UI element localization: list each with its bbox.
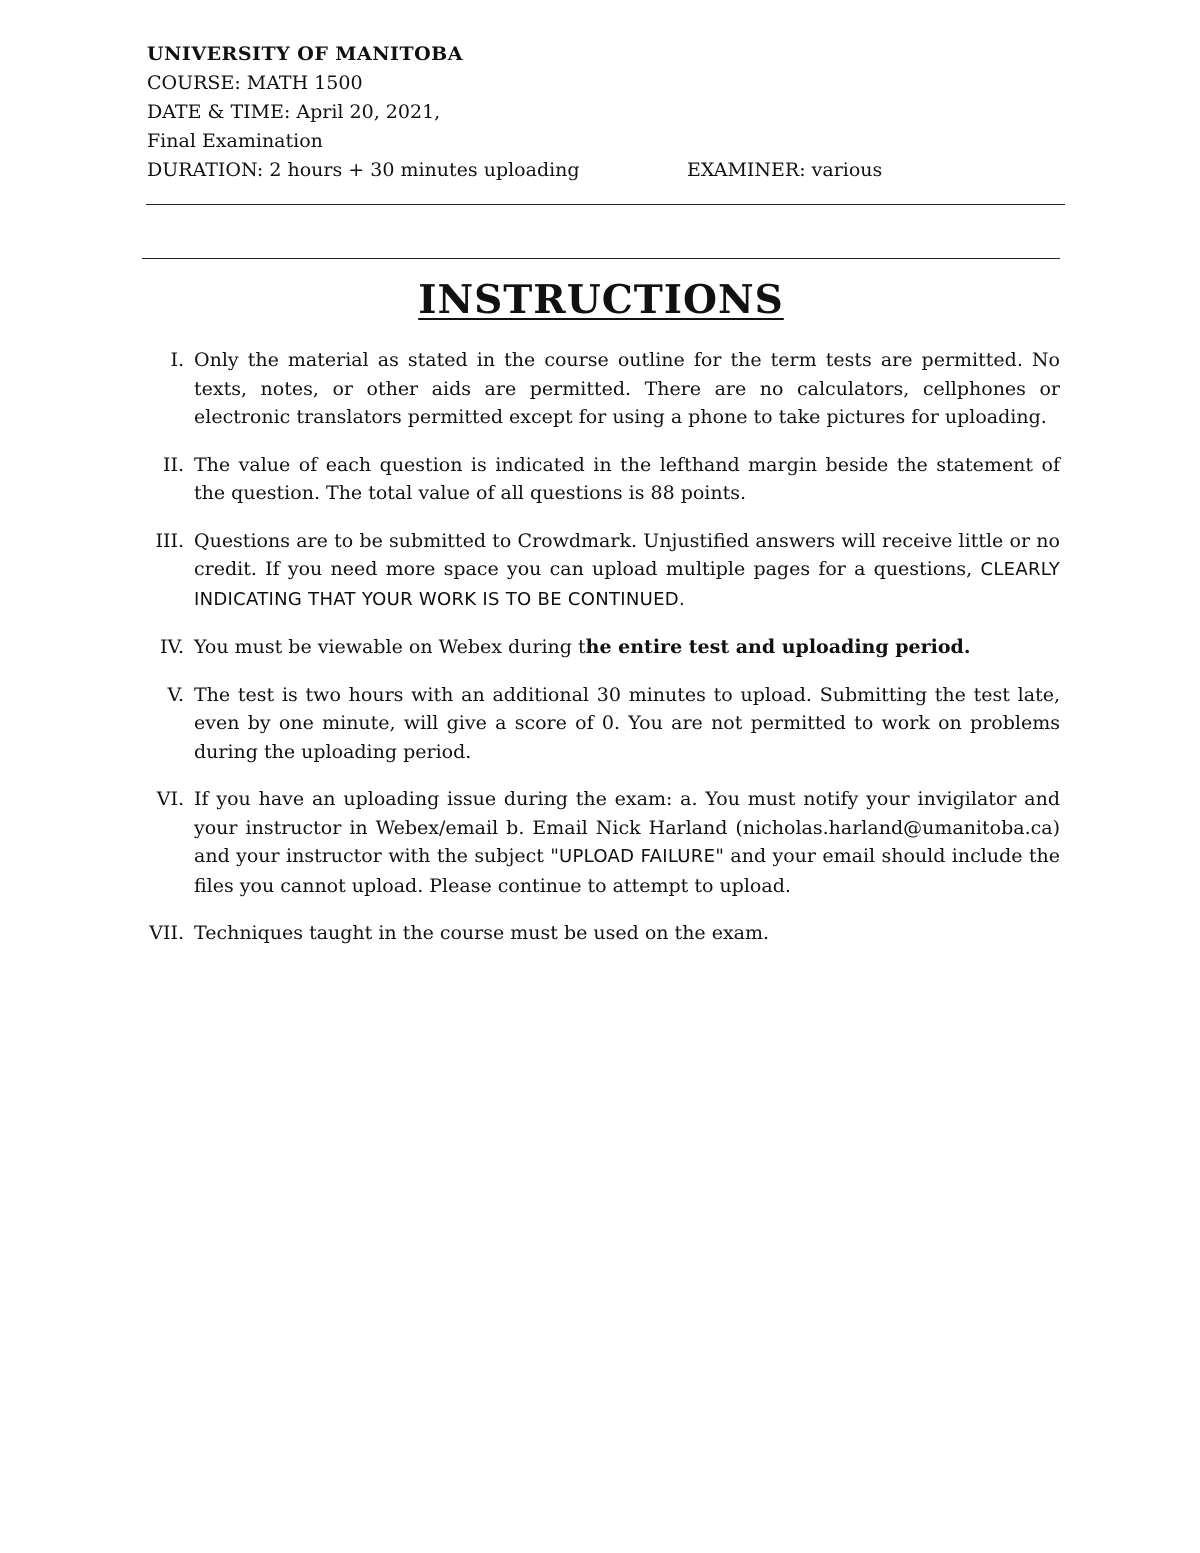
instruction-body	[194, 527, 1060, 615]
instruction-item-6	[140, 785, 1060, 900]
exam-type-line: Final Examination	[147, 130, 323, 152]
exam-header	[147, 40, 1065, 185]
instruction-number: VII.	[149, 922, 184, 944]
instructions-list	[140, 346, 1060, 967]
duration-examiner-row	[147, 156, 1065, 185]
instruction-text: The test is two hours with an additional 30 minutes to upload. Submitting the test late, even by one minute, will give a score of 0. You are not permitted to work on problems during the uploading period.	[194, 683, 1060, 763]
instruction-item-5	[140, 681, 1060, 767]
instruction-number: III.	[155, 529, 184, 552]
instruction-number: V.	[167, 683, 184, 706]
instruction-text: You must be viewable on Webex during t	[194, 636, 586, 658]
duration-line: DURATION: 2 hours + 30 minutes uploading	[147, 159, 580, 181]
university-name: UNIVERSITY OF MANITOBA	[147, 43, 463, 65]
instruction-text: The value of each question is indicated in the lefthand margin beside the statement of the question. The total value of all questions is 88 points.	[194, 453, 1060, 504]
page-title	[142, 276, 1060, 324]
instruction-body	[194, 633, 1060, 662]
instruction-body	[194, 785, 1060, 900]
instruction-emphasis: UPLOAD FAILURE	[559, 846, 716, 867]
instruction-item-3	[140, 527, 1060, 615]
section-divider	[142, 258, 1060, 259]
page-title-text: INSTRUCTIONS	[418, 277, 784, 323]
examiner-line: EXAMINER: various	[687, 159, 883, 181]
instruction-item-1	[140, 346, 1060, 432]
instruction-text: Questions are to be submitted to Crowdmark. Unjustified answers will receive little or no credit. If you need more space you can upload multiple pages for a questions,	[194, 529, 1060, 580]
instruction-number: II.	[162, 453, 184, 476]
instruction-item-7	[140, 919, 1060, 948]
instruction-text-continued: " and your email should include the files you cannot upload. Please continue to attempt to upload.	[194, 845, 1060, 897]
course-line: COURSE: MATH 1500	[147, 72, 363, 94]
instruction-item-2	[140, 451, 1060, 508]
instruction-number: I.	[170, 349, 184, 371]
instruction-emphasis: CLEARLY INDICATING THAT YOUR WORK IS TO BE CONTINUED.	[194, 559, 1060, 610]
instruction-text: Techniques taught in the course must be used on the exam.	[194, 922, 770, 944]
instruction-bold-text: he entire test and uploading period.	[585, 636, 971, 658]
instruction-item-4	[140, 633, 1060, 662]
header-divider	[146, 204, 1065, 205]
date-time-line: DATE & TIME: April 20, 2021,	[147, 101, 441, 123]
instruction-text: Only the material as stated in the course outline for the term tests are permitted. No texts, notes, or other aids are permitted. There are no calculators, cellphones or electronic translators permitted except for using a phone to take pictures for uploading.	[194, 349, 1060, 428]
instruction-number: IV.	[160, 636, 184, 658]
instruction-number: VI.	[156, 788, 184, 810]
instruction-text: If you have an uploading issue during the exam: a. You must notify your invigilator and your instructor in Webex/email b. Email Nick Harland (nicholas.harland@umanitoba.ca) and your instructor with the subject "	[194, 788, 1060, 867]
